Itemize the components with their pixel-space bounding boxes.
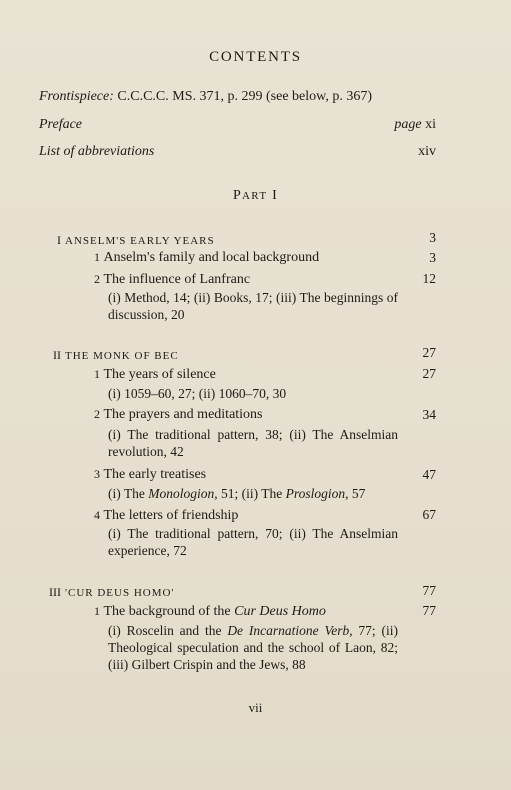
section-subentries: (i) The traditional pattern, 70; (ii) The Anselmian experience, 72 <box>108 526 398 558</box>
section-entry: 1 The years of silence <box>94 367 216 382</box>
frontispiece-text: C.C.C.C. MS. 371, p. 299 (see below, p. 367) <box>117 89 372 104</box>
section-page: 27 <box>422 366 436 381</box>
section-entry: 2 The prayers and meditations <box>94 407 263 422</box>
chapter-page: 77 <box>422 583 436 598</box>
section-entry: 3 The early treatises <box>94 467 207 482</box>
section-entry: 4 The letters of friendship <box>94 508 239 523</box>
section-subentries: (i) Roscelin and the De Incarnatione Verb, 77; (ii) Theological speculation and the school of Laon, 82; (iii) Gilbert Crispin and the Jews, 88 <box>108 623 398 672</box>
section-page: 34 <box>422 407 436 422</box>
contents-heading: CONTENTS <box>209 49 302 65</box>
chapter-heading: III 'CUR DEUS HOMO' <box>49 585 175 599</box>
chapter-heading: I ANSELM'S EARLY YEARS <box>57 233 215 247</box>
part-heading: PART I <box>232 188 279 203</box>
section-page: 77 <box>422 603 436 618</box>
section-subentries: (i) The traditional pattern, 38; (ii) The Anselmian revolution, 42 <box>108 427 398 459</box>
frontispiece-entry <box>39 89 372 105</box>
section-entry: 1 Anselm's family and local background <box>94 250 320 265</box>
section-subentries: (i) Method, 14; (ii) Books, 17; (iii) The beginnings of discussion, 20 <box>108 290 398 322</box>
preface-page: page xi <box>394 117 436 132</box>
chapter-heading: II THE MONK OF BEC <box>53 348 179 362</box>
chapter-page: 27 <box>422 345 436 360</box>
frontispiece-label: Frontispiece: <box>39 89 114 104</box>
section-entry: 2 The influence of Lanfranc <box>94 272 251 287</box>
section-entry: 1 The background of the Cur Deus Homo <box>94 604 326 619</box>
abbreviations-label: List of abbreviations <box>39 144 155 159</box>
chapter-page: 3 <box>429 230 436 245</box>
section-subentries: (i) 1059–60, 27; (ii) 1060–70, 30 <box>108 386 287 401</box>
abbreviations-page: xiv <box>418 144 436 159</box>
section-page: 12 <box>422 271 436 286</box>
page-number: vii <box>248 700 263 715</box>
section-page: 47 <box>422 467 436 482</box>
section-page: 67 <box>422 507 436 522</box>
section-subentries: (i) The Monologion, 51; (ii) The Proslogion, 57 <box>108 486 366 501</box>
preface-label: Preface <box>39 117 83 132</box>
section-page: 3 <box>429 250 436 265</box>
